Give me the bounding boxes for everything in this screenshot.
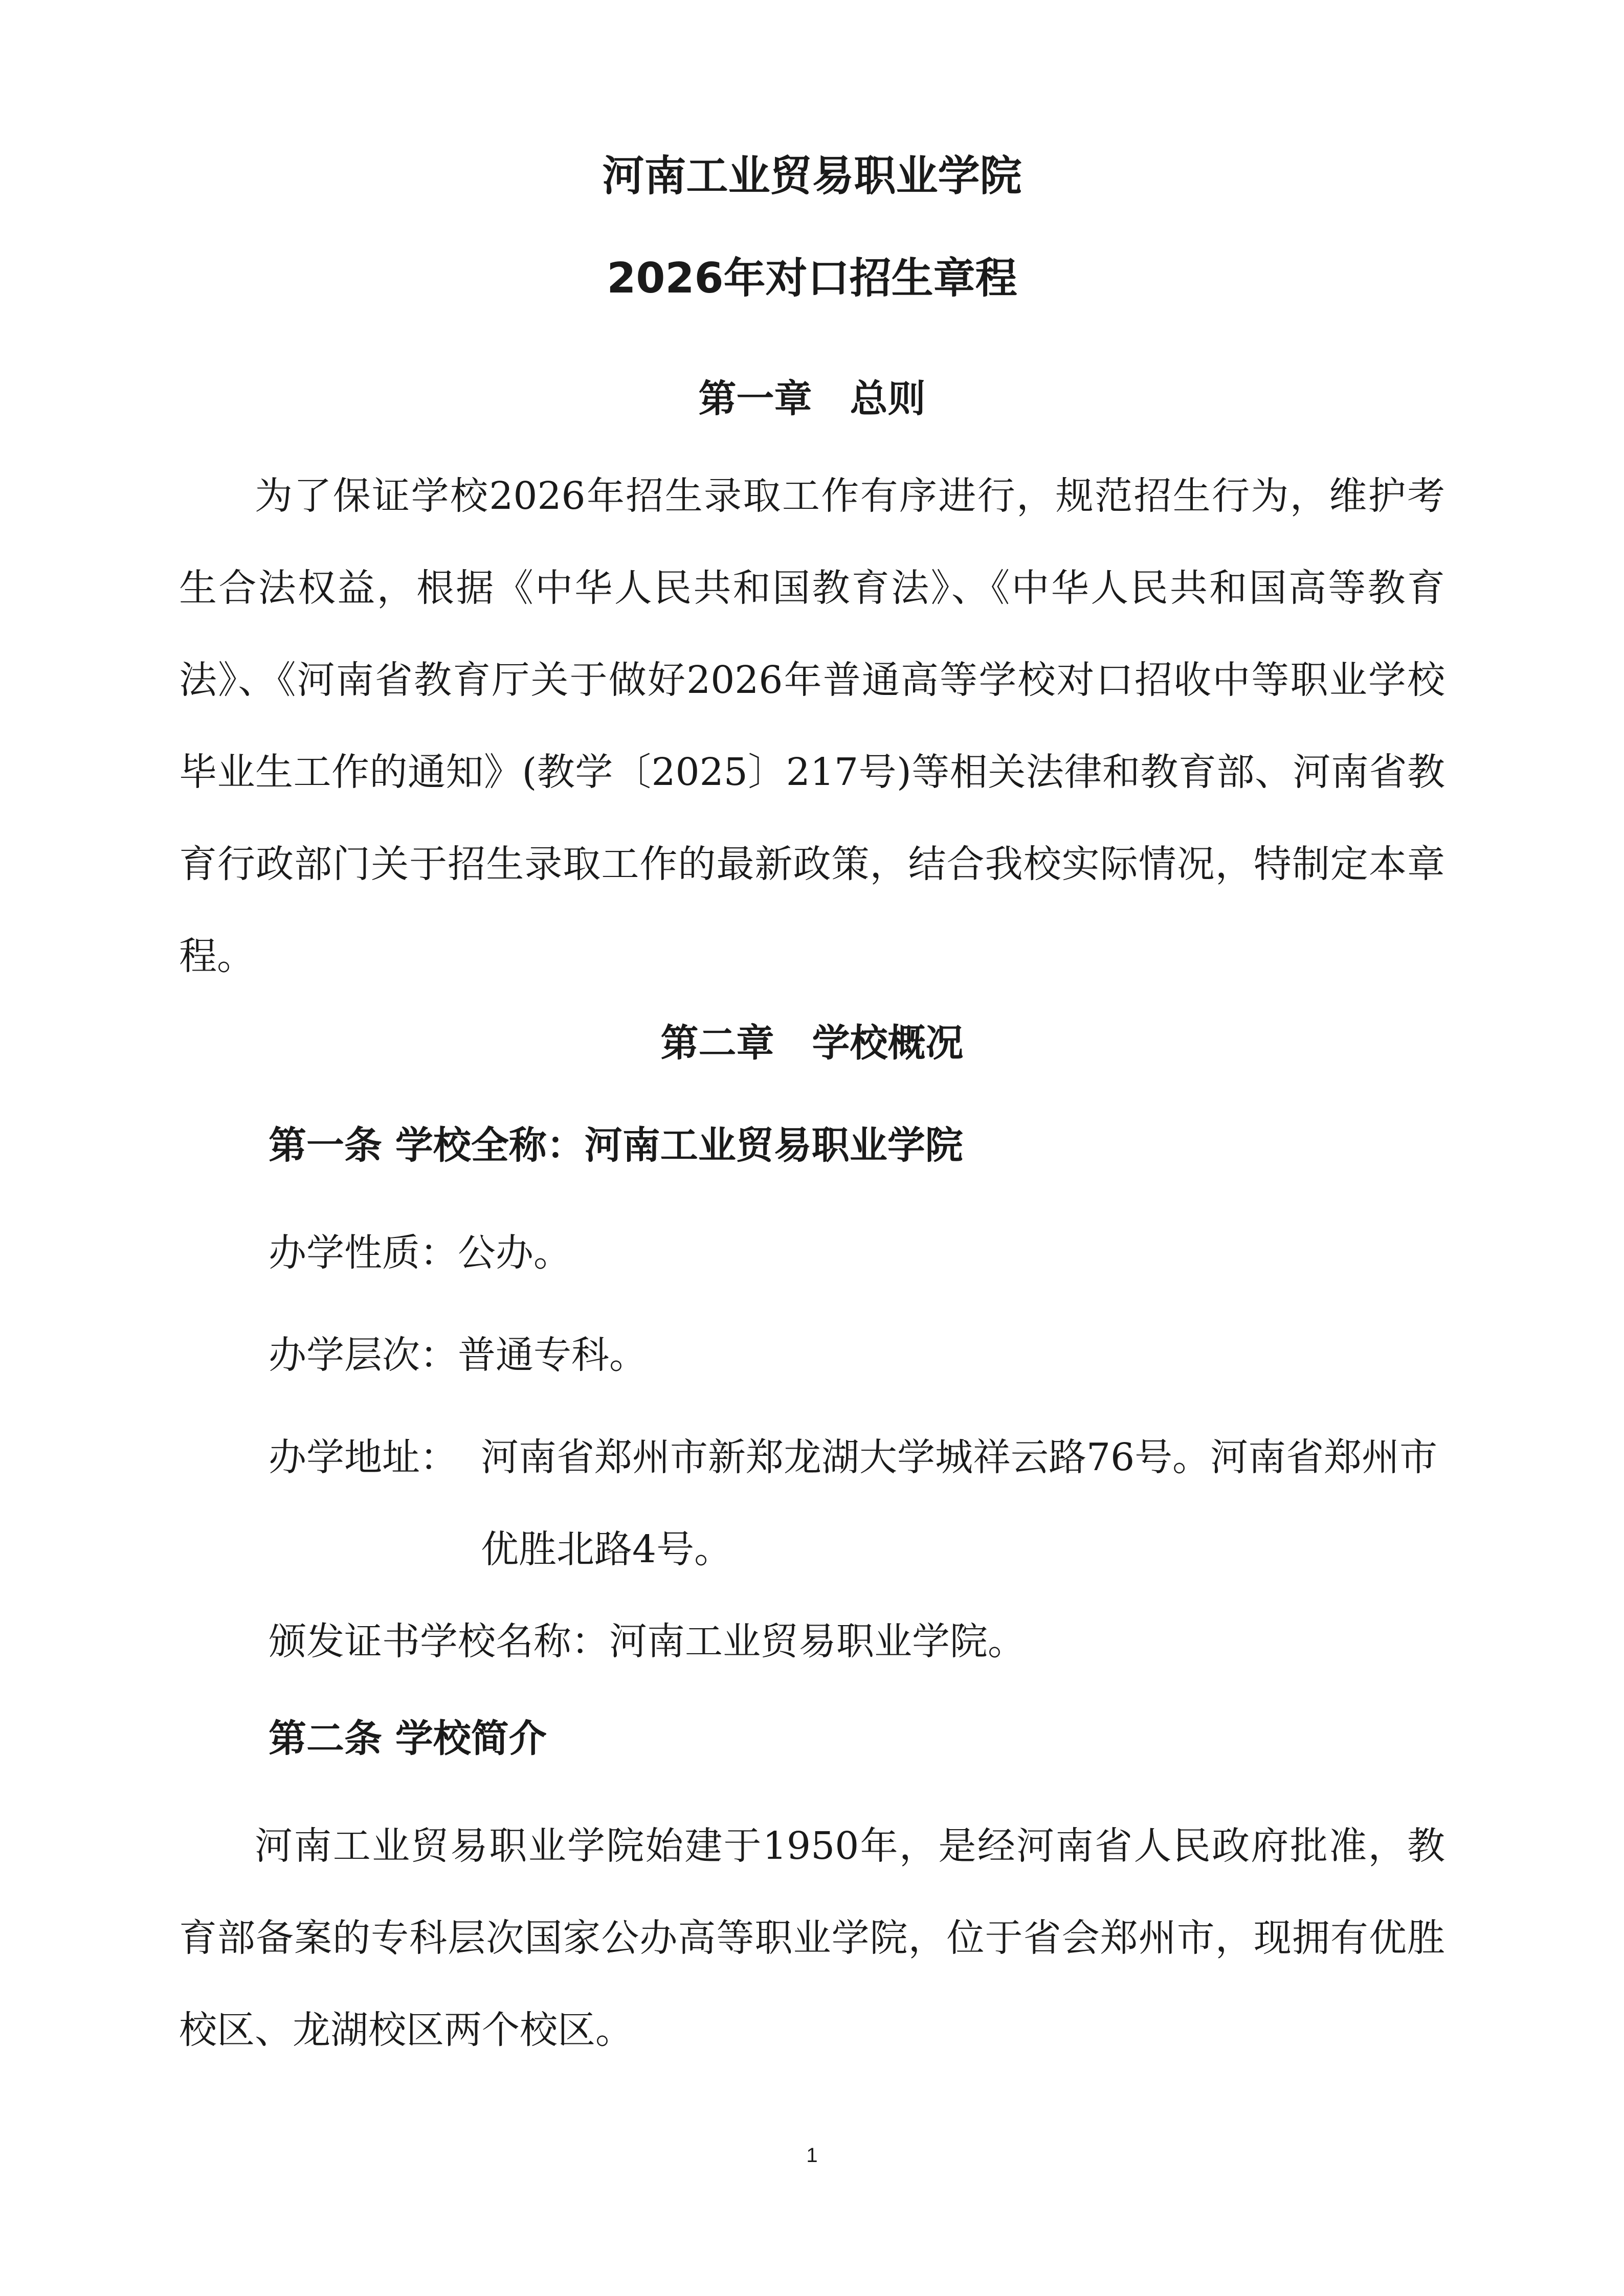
certificate-school-name: 颁发证书学校名称：河南工业贸易职业学院。 bbox=[269, 1619, 1026, 1663]
article-1-heading: 第一条 学校全称：河南工业贸易职业学院 bbox=[269, 1123, 963, 1167]
document-title-school: 河南工业贸易职业学院 bbox=[602, 152, 1022, 200]
school-nature: 办学性质：公办。 bbox=[269, 1231, 571, 1275]
school-address-value: 河南省郑州市新郑龙湖大学城祥云路76号。河南省郑州市优胜北路4号。 bbox=[481, 1435, 1438, 1571]
chapter-2-heading: 第二章 学校概况 bbox=[660, 1021, 964, 1065]
document-title-charter: 2026年对口招生章程 bbox=[607, 254, 1017, 303]
chapter-1-heading: 第一章 总则 bbox=[698, 377, 926, 421]
school-address bbox=[269, 1411, 1445, 1595]
school-level: 办学层次：普通专科。 bbox=[269, 1333, 647, 1377]
article-2-heading: 第二条 学校简介 bbox=[269, 1717, 547, 1761]
page-number: 1 bbox=[806, 2144, 818, 2167]
chapter-1-paragraph: 为了保证学校2026年招生录取工作有序进行，规范招生行为，维护考生合法权益，根据《中华人民共和国教育法》、《中华人民共和国高等教育法》、《河南省教育厅关于做好2026年普通高等学校对口招收中等职业学校毕业生工作的通知》(教学〔2025〕217号)等相关法律和教育部、河南省教育行政部门关于招生录取工作的最新政策，结合我校实际情况，特制定本章程。 bbox=[179, 474, 1445, 978]
article-2-paragraph: 河南工业贸易职业学院始建于1950年，是经河南省人民政府批准，教育部备案的专科层次国家公办高等职业学院，位于省会郑州市，现拥有优胜校区、龙湖校区两个校区。 bbox=[179, 1824, 1445, 2052]
school-address-label: 办学地址： bbox=[269, 1435, 458, 1479]
